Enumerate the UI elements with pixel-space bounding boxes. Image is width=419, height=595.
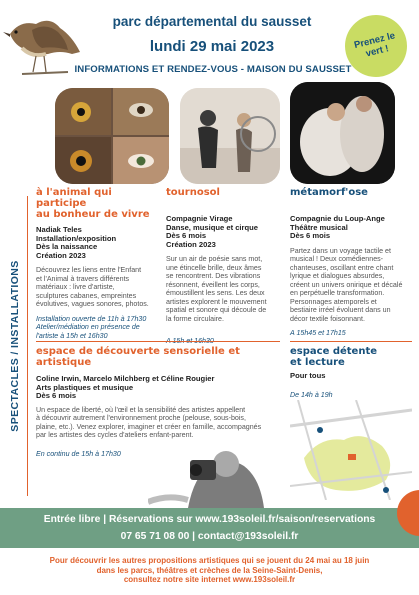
park-title: parc départemental du sausset	[112, 14, 312, 29]
info-line: INFORMATIONS ET RENDEZ-VOUS - MAISON DU SAUSSET	[74, 64, 352, 75]
espace-time: En continu de 15h à 17h30	[36, 449, 121, 458]
col-meta: Compagnie du Loup-Ange Théâtre musical Dès 6 mois	[290, 214, 385, 241]
camera-photo	[148, 442, 266, 508]
espace-title: espace de découverte sensorielle et artistique	[36, 346, 240, 368]
dance-circus-photo	[180, 88, 280, 184]
footer-text: Pour découvrir les autres propositions artistiques qui se jouent du 24 mai au 18 juin dans les parcs, théâtres et crèches de la Seine-Saint-Denis, consultez notre site internet www.193soleil.fr	[49, 556, 370, 584]
detente-meta: Pour tous	[290, 371, 326, 380]
theatre-photo	[290, 82, 395, 184]
row-divider	[36, 341, 280, 342]
row-divider	[290, 341, 412, 342]
prenez-le-vert-badge: Prenez le vert !	[338, 8, 413, 83]
event-date: lundi 29 mai 2023	[149, 38, 275, 55]
col-meta: Compagnie Virage Danse, musique et cirque Dès 6 mois Création 2023	[166, 214, 258, 249]
section-divider	[27, 196, 28, 496]
detente-title: espace détente et lecture	[290, 346, 378, 368]
col-animal	[36, 187, 160, 340]
espace-body: Un espace de liberté, où l'œil et la sensibilité des artistes appellent à découvrir autrement l'environnement proche (pelouse, sous-bois, plaine, etc.). Venez explorer, imaginer et créer en famille, accompagnés par les artistes des cycles d'ateliers enfant-parent.	[36, 405, 262, 440]
col-time: Installation ouverte de 11h à 17h30 Atelier/médiation en présence de l'artiste à 15h et 16h30	[36, 314, 147, 340]
map-illustration	[290, 400, 412, 500]
col-title: métamorf'ose	[290, 187, 368, 198]
col-body: Découvrez les liens entre l'Enfant et l'Animal à travers différents matériaux : livre d'artiste, sculptures cabanes, empreintes évolutives, vagues sonores, photos.	[36, 266, 149, 309]
espace-detente	[290, 346, 412, 399]
col-meta: Nadiak Teles Installation/exposition Dès la naissance Création 2023	[36, 225, 117, 260]
reservation-line: Entrée libre | Réservations sur www.193soleil.fr/saison/reservations	[43, 514, 376, 525]
col-body: Sur un air de poésie sans mot, une étincelle brille, deux âmes se rencontrent. Des vibrations résonnent, éveillent les corps, émoustillent les sens. Les deux artistes explorent le mouvement spatial et sonore qui découle de la forme circulaire.	[166, 255, 267, 323]
col-time: A 15h45 et 17h15	[290, 329, 346, 338]
espace-meta: Coline Irwin, Marcelo Milchberg et Céline Rougier Arts plastiques et musique Dès 6 mois	[36, 374, 215, 401]
col-title: à l'animal qui participe au bonheur de vivre	[36, 187, 150, 220]
col-body: Partez dans un voyage tactile et musical ! Deux comédiennes- chanteuses, oscillant entre chant lyrique et dialogues absurdes, créent un univers onirique et décalé en perpétuelle transformation. Personnages atemporels et bestiaire irréel évoluent dans un décor textile foisonnant.	[290, 246, 403, 323]
col-metamorfose	[290, 187, 412, 338]
animal-eyes-photo	[55, 88, 169, 184]
col-title: tournosol	[166, 187, 220, 198]
section-label: SPECTACLES / INSTALLATIONS	[9, 260, 21, 432]
detente-time: De 14h à 19h	[290, 390, 333, 399]
contact-line: 07 65 71 08 00 | contact@193soleil.fr	[120, 531, 299, 542]
col-tournosol	[166, 187, 284, 346]
